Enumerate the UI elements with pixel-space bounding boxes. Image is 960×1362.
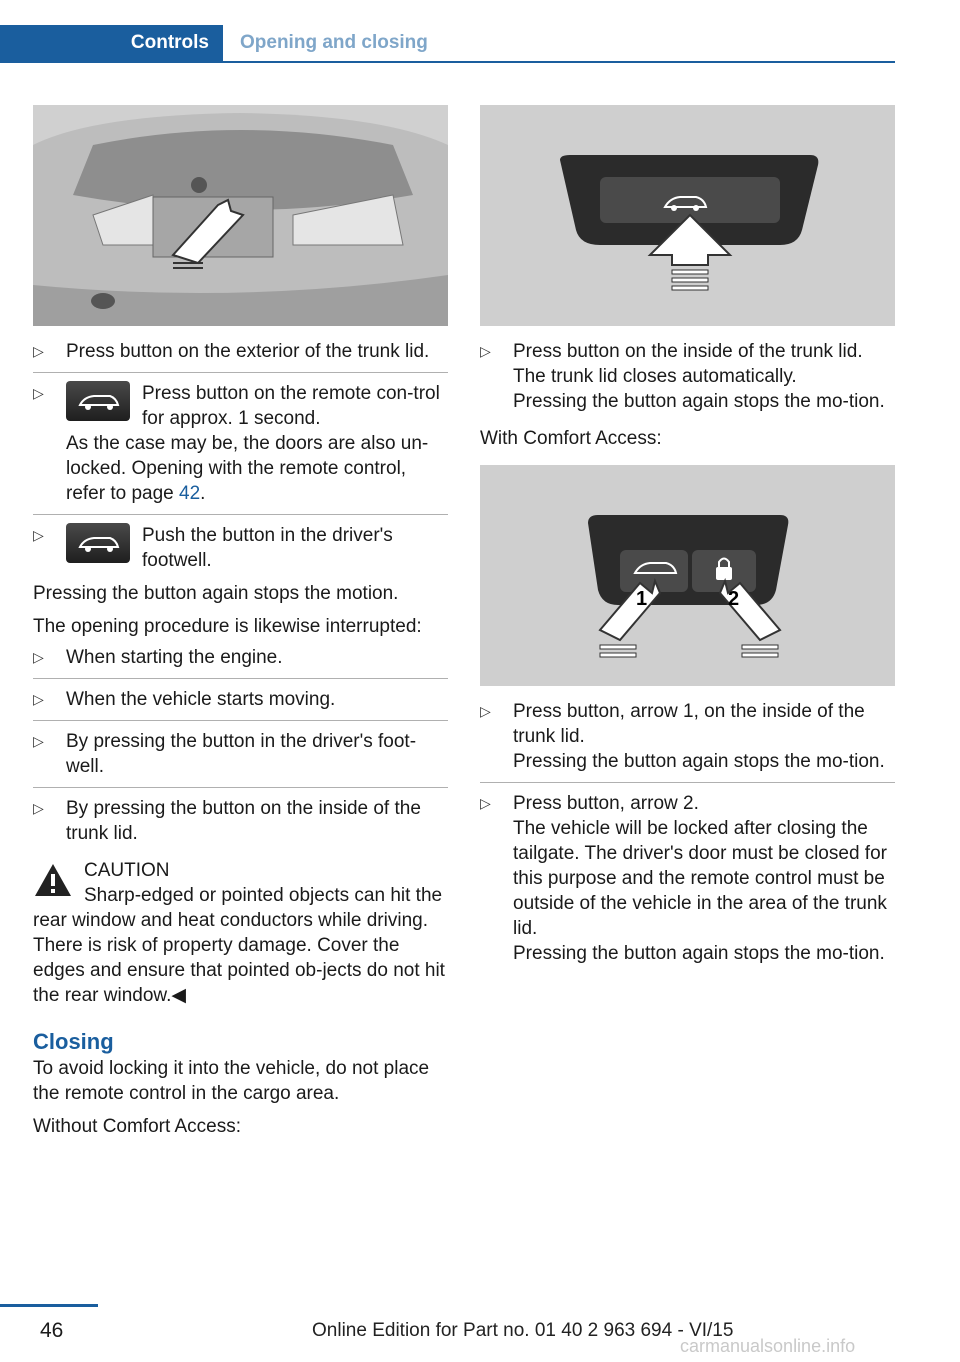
list-item: ▷ Press button on the exterior of the trunk lid.: [33, 341, 430, 362]
divider: [33, 787, 448, 788]
paragraph: With Comfort Access:: [480, 428, 662, 449]
list-item: ▷ Press button on the inside of the trunk lid. The trunk lid closes automatically. Pressing the button again stops the mo-tion.: [480, 341, 885, 412]
list-item: ▷ By pressing the button in the driver's foot-well.: [33, 731, 417, 777]
footer-rule: [0, 1304, 98, 1307]
arrow-label-1: 1: [636, 588, 648, 610]
warning-icon: [33, 862, 73, 898]
edition-text: Online Edition for Part no. 01 40 2 963 694 - VI/15: [312, 1320, 734, 1341]
divider: [33, 720, 448, 721]
trunk-exterior-illustration: [33, 105, 448, 326]
triangle-bullet-icon: ▷: [33, 343, 44, 359]
caution-box: [33, 858, 448, 1008]
arrow-label-2: 2: [728, 588, 740, 610]
triangle-bullet-icon: ▷: [33, 385, 44, 401]
list-item: ▷ Push the button in the driver's footwell.: [33, 525, 393, 571]
paragraph: Without Comfort Access:: [33, 1116, 242, 1137]
header-rule: [0, 61, 895, 63]
watermark: carmanualsonline.info: [680, 1336, 856, 1356]
list-item: ▷ When starting the engine.: [33, 647, 283, 668]
triangle-bullet-icon: ▷: [480, 795, 491, 811]
inside-button-illustration: [480, 105, 895, 326]
subsection-title: Opening and closing: [240, 32, 428, 53]
paragraph: To avoid locking it into the vehicle, do not place the remote control in the cargo area.: [33, 1058, 430, 1104]
triangle-bullet-icon: ▷: [33, 649, 44, 665]
list-item: ▷ When the vehicle starts moving.: [33, 689, 336, 710]
divider: [33, 514, 448, 515]
paragraph: Pressing the button again stops the motion.: [33, 583, 399, 604]
caution-title: CAUTION: [84, 860, 170, 881]
triangle-bullet-icon: ▷: [33, 527, 44, 543]
trunk-exterior-figure: [33, 105, 448, 326]
inside-button-figure: [480, 105, 895, 326]
divider: [33, 372, 448, 373]
triangle-bullet-icon: ▷: [33, 733, 44, 749]
list-item: ▷ Press button on the remote con-trol for approx. 1 second. As the case may be, the doors are also un-locked. Opening with the remote control, refer to page 42.: [33, 383, 440, 504]
trunk-key-icon: [66, 381, 130, 421]
divider: [480, 782, 895, 783]
list-item: ▷ By pressing the button on the inside of the trunk lid.: [33, 798, 421, 844]
paragraph: The opening procedure is likewise interrupted:: [33, 616, 422, 637]
trunk-key-icon: [66, 523, 130, 563]
section-tab: Controls: [0, 25, 223, 61]
triangle-bullet-icon: ▷: [33, 800, 44, 816]
divider: [33, 678, 448, 679]
list-item: ▷ Press button, arrow 1, on the inside of the trunk lid. Pressing the button again stops the mo-tion.: [480, 701, 885, 772]
triangle-bullet-icon: ▷: [33, 691, 44, 707]
right-column: [480, 105, 895, 966]
left-column: [33, 105, 448, 1139]
list-item: ▷ Press button, arrow 2. The vehicle will be locked after closing the tailgate. The driver's door must be closed for this purpose and the remote control must be outside of the vehicle in the area of the trunk lid. Pressing the button again stops the mo-tion.: [480, 793, 887, 964]
page-header: [0, 25, 895, 63]
comfort-access-illustration: [480, 465, 895, 686]
page-number: 46: [40, 1319, 64, 1342]
triangle-bullet-icon: ▷: [480, 343, 491, 359]
triangle-bullet-icon: ▷: [480, 703, 491, 719]
page-link[interactable]: 42: [179, 483, 201, 504]
comfort-access-figure: [480, 465, 895, 686]
caution-body: Sharp-edged or pointed objects can hit the rear window and heat conductors while driving. There is risk of property damage. Cover the edges and ensure that pointed ob-jects do not hit the rear window.◀: [33, 885, 445, 1006]
closing-heading: Closing: [33, 1029, 114, 1054]
